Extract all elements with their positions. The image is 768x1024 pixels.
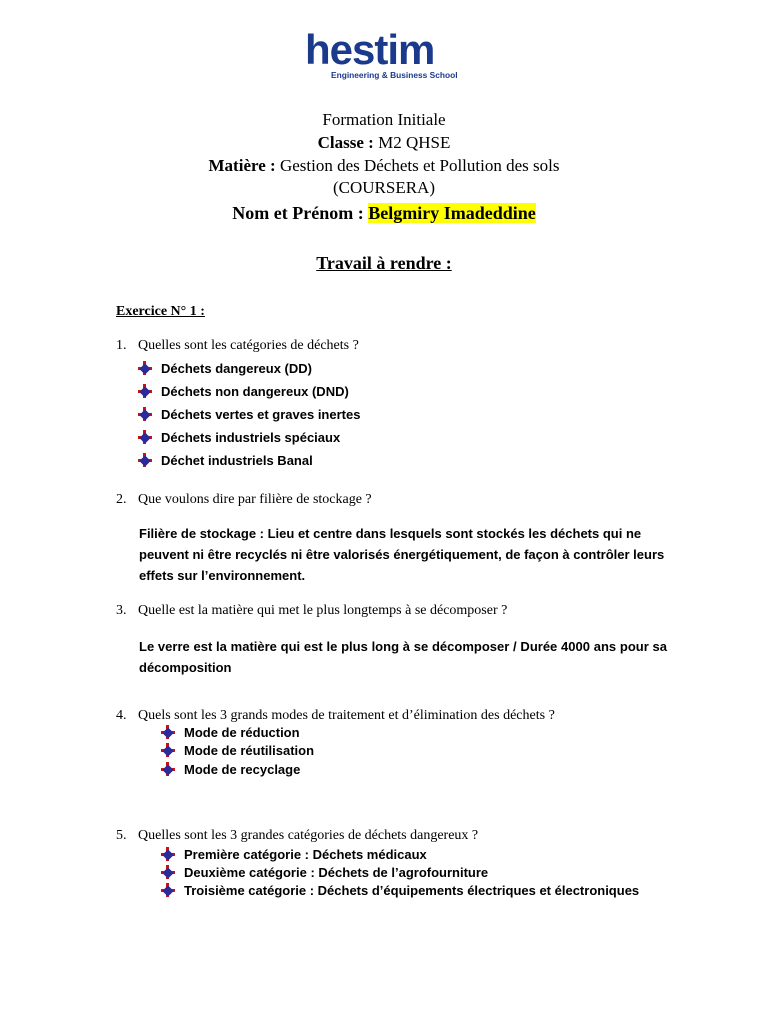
question-number: 1. (116, 338, 127, 353)
question-5 (116, 828, 478, 844)
question-text: Quelle est la matière qui met le plus longtemps à se décomposer ? (138, 603, 508, 618)
formation-line (0, 110, 768, 130)
red-cross-bullet-icon (138, 361, 152, 375)
list-item: Mode de réduction (161, 725, 300, 740)
page-title (0, 253, 768, 273)
nom-value-highlighted: Belgmiry Imadeddine (368, 203, 536, 223)
list-item: Déchets dangereux (DD) (138, 361, 312, 376)
formation-text: Formation Initiale (322, 110, 446, 129)
question-number: 2. (116, 492, 127, 507)
list-item: Mode de réutilisation (161, 743, 314, 758)
red-cross-bullet-icon (161, 883, 175, 897)
red-cross-bullet-icon (138, 384, 152, 398)
logo-wordmark: hestim (305, 26, 435, 73)
list-item: Troisième catégorie : Déchets d’équipements électriques et électroniques (161, 883, 639, 898)
matiere-label: Matière : (208, 156, 276, 175)
list-item: Première catégorie : Déchets médicaux (161, 847, 427, 862)
question-number: 4. (116, 708, 127, 723)
classe-line (0, 133, 768, 153)
matiere-line (0, 156, 768, 176)
classe-value: M2 QHSE (378, 133, 451, 152)
question-text: Quelles sont les 3 grandes catégories de déchets dangereux ? (138, 828, 479, 843)
question-text: Que voulons dire par filière de stockage ? (138, 492, 372, 507)
list-item: Déchet industriels Banal (138, 453, 313, 468)
nom-label: Nom et Prénom : (232, 203, 364, 223)
list-item: Déchets non dangereux (DND) (138, 384, 349, 399)
matiere-value: Gestion des Déchets et Pollution des sols (279, 156, 560, 175)
red-cross-bullet-icon (138, 430, 152, 444)
question-2 (116, 492, 372, 508)
matiere-line-2 (0, 178, 768, 198)
logo-tagline: Engineering & Business School (331, 70, 458, 80)
question-1 (116, 338, 359, 354)
list-item: Mode de recyclage (161, 762, 300, 777)
red-cross-bullet-icon (161, 865, 175, 879)
red-cross-bullet-icon (138, 407, 152, 421)
list-item: Déchets vertes et graves inertes (138, 407, 360, 422)
question-number: 5. (116, 828, 127, 843)
question-4 (116, 708, 555, 724)
exercise-title: Exercice N° 1 : (116, 304, 205, 319)
red-cross-bullet-icon (161, 762, 175, 776)
red-cross-bullet-icon (138, 453, 152, 467)
hestim-logo (303, 26, 458, 82)
question-text: Quelles sont les catégories de déchets ? (138, 338, 359, 353)
classe-label: Classe : (317, 133, 374, 152)
question-text: Quels sont les 3 grands modes de traitement et d’élimination des déchets ? (138, 708, 555, 723)
matiere-value-2: (COURSERA) (332, 178, 435, 197)
red-cross-bullet-icon (161, 743, 175, 757)
list-item: Déchets industriels spéciaux (138, 430, 340, 445)
nom-line (0, 203, 768, 223)
red-cross-bullet-icon (161, 847, 175, 861)
answer-2: Filière de stockage : Lieu et centre dans lesquels sont stockés les déchets qui ne peuvent ni être recyclés ni être valorisés énergétiquement, de façon à contrôler leurs effets sur l’environnement. (139, 526, 665, 583)
page-title-text: Travail à rendre : (316, 253, 452, 273)
list-item: Deuxième catégorie : Déchets de l’agrofourniture (161, 865, 488, 880)
red-cross-bullet-icon (161, 725, 175, 739)
answer-3: Le verre est la matière qui est le plus long à se décomposer / Durée 4000 ans pour sa décomposition (139, 639, 667, 675)
question-number: 3. (116, 603, 127, 618)
question-3 (116, 603, 507, 619)
